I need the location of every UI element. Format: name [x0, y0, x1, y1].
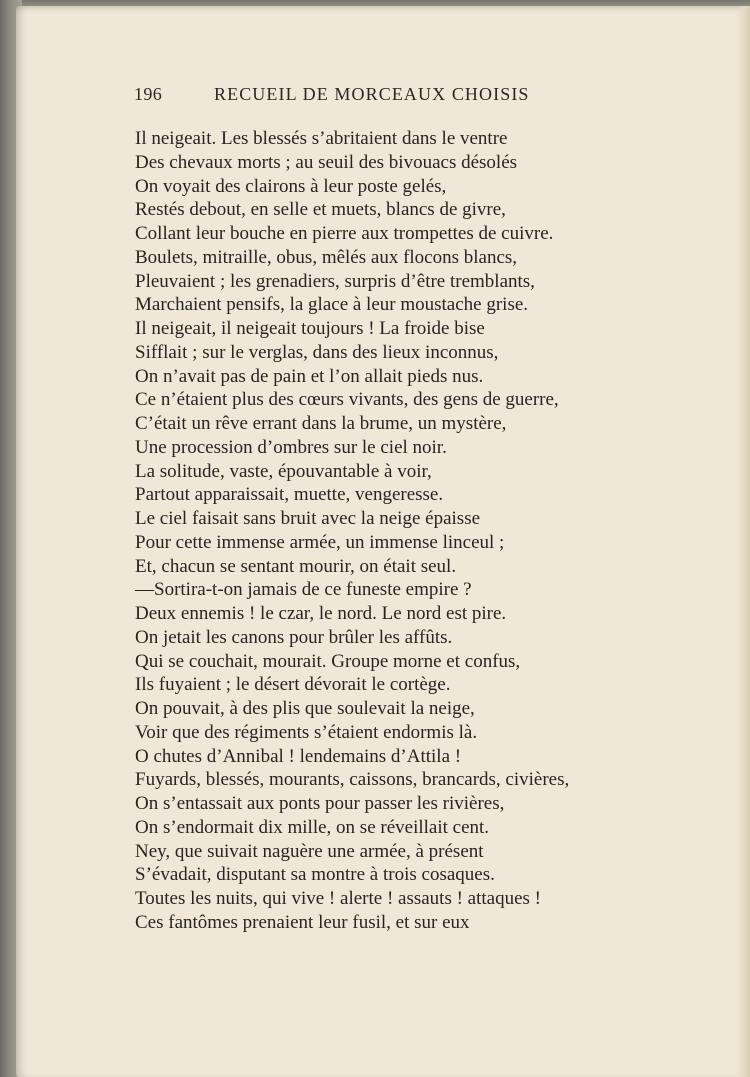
poem-line: Des chevaux morts ; au seuil des bivouacs désolés	[135, 151, 518, 173]
poem-line: On s’endormait dix mille, on se réveillait cent.	[135, 816, 490, 838]
page-edge-shadow	[736, 6, 750, 1077]
poem-line: Deux ennemis ! le czar, le nord. Le nord est pire.	[135, 603, 507, 624]
poem-line: On n’avait pas de pain et l’on allait pieds nus.	[135, 365, 484, 387]
running-title: RECUEIL DE MORCEAUX CHOISIS	[214, 84, 530, 104]
poem-line: Une procession d’ombres sur le ciel noir.	[135, 436, 447, 458]
poem-line: O chutes d’Annibal ! lendemains d’Attila !	[135, 745, 462, 767]
poem-line: La solitude, vaste, épouvantable à voir,	[135, 460, 432, 482]
poem-line: Sifflait ; sur le verglas, dans des lieux inconnus,	[135, 341, 499, 363]
poem-line: Pleuvaient ; les grenadiers, surpris d’être tremblants,	[135, 270, 535, 292]
page-header	[134, 84, 634, 108]
poem-line: Voir que des régiments s’étaient endormis là.	[135, 721, 478, 743]
poem-line: Le ciel faisait sans bruit avec la neige épaisse	[135, 508, 481, 529]
poem-line: Qui se couchait, mourait. Groupe morne et confus,	[135, 650, 521, 672]
poem-line: Toutes les nuits, qui vive ! alerte ! assauts ! attaques !	[135, 888, 542, 909]
page-number: 196	[134, 84, 163, 104]
poem-line: Il neigeait. Les blessés s’abritaient dans le ventre	[135, 128, 508, 149]
poem-line: Ce n’étaient plus des cœurs vivants, des gens de guerre,	[135, 389, 559, 411]
poem-line: —Sortira-t-on jamais de ce funeste empire ?	[135, 579, 472, 601]
poem-line: On voyait des clairons à leur poste gelés,	[135, 175, 447, 197]
poem-line: Et, chacun se sentant mourir, on était seul.	[135, 555, 457, 577]
poem-line: Il neigeait, il neigeait toujours ! La froide bise	[135, 318, 485, 339]
poem-line: Pour cette immense armée, un immense linceul ;	[135, 531, 505, 553]
poem-line: Collant leur bouche en pierre aux trompettes de cuivre.	[135, 223, 554, 244]
poem-text	[135, 127, 645, 935]
poem-line: C’était un rêve errant dans la brume, un mystère,	[135, 413, 507, 434]
poem-line: Fuyards, blessés, mourants, caissons, brancards, civières,	[135, 769, 570, 791]
poem-line: S’évadait, disputant sa montre à trois cosaques.	[135, 864, 495, 886]
poem-line: On jetait les canons pour brûler les affûts.	[135, 626, 453, 648]
poem-line: Restés debout, en selle et muets, blancs de givre,	[135, 199, 506, 221]
poem-line: On s’entassait aux ponts pour passer les rivières,	[135, 793, 505, 814]
poem-line: Boulets, mitraille, obus, mêlés aux flocons blancs,	[135, 246, 518, 268]
poem-line: Partout apparaissait, muette, vengeresse.	[135, 484, 444, 506]
poem-line: Ney, que suivait naguère une armée, à présent	[135, 840, 484, 862]
poem-line: Ils fuyaient ; le désert dévorait le cortège.	[135, 674, 451, 696]
poem-line: Marchaient pensifs, la glace à leur moustache grise.	[135, 294, 529, 316]
poem-line: Ces fantômes prenaient leur fusil, et sur eux	[135, 911, 470, 933]
poem-line: On pouvait, à des plis que soulevait la neige,	[135, 698, 475, 719]
